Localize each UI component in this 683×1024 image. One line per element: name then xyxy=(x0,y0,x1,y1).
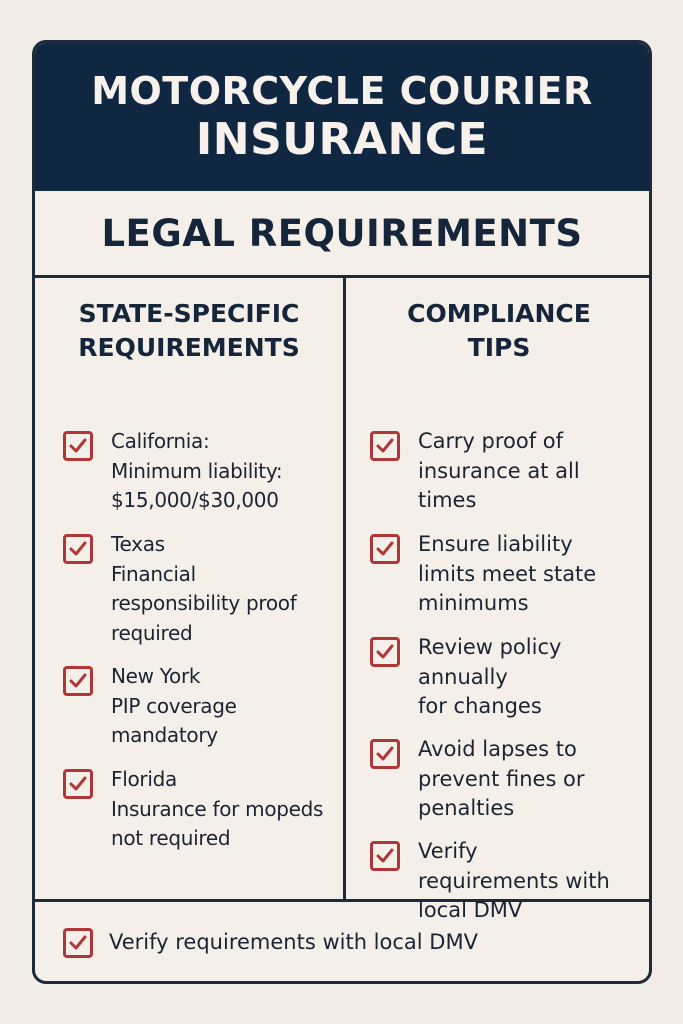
tip-item xyxy=(370,530,652,619)
checkbox-checked-icon xyxy=(63,666,93,696)
checkbox-checked-icon xyxy=(370,739,400,769)
compliance-tips-column xyxy=(346,277,652,922)
tip-text: Review policy annually for changes xyxy=(418,635,562,718)
tip-item xyxy=(370,633,652,722)
tip-text: Verify requirements with local DMV xyxy=(418,839,610,922)
requirement-item-texas xyxy=(63,530,345,648)
tip-text: Avoid lapses to prevent fines or penalties xyxy=(418,737,585,820)
requirement-text: New York PIP coverage mandatory xyxy=(111,664,237,747)
requirement-item-california xyxy=(63,427,345,516)
header-title-line2: INSURANCE xyxy=(195,114,489,165)
header-title-line1: MOTORCYCLE COURIER xyxy=(91,69,593,113)
section-title: LEGAL REQUIREMENTS xyxy=(101,211,583,255)
checkbox-checked-icon xyxy=(63,928,93,958)
checkbox-checked-icon xyxy=(63,431,93,461)
checkbox-checked-icon xyxy=(63,534,93,564)
state-requirements-column xyxy=(35,277,343,899)
checkbox-checked-icon xyxy=(370,534,400,564)
section-title-row xyxy=(35,191,649,278)
state-requirements-title: STATE-SPECIFIC REQUIREMENTS xyxy=(78,299,300,362)
requirement-item-florida xyxy=(63,765,345,854)
columns-container xyxy=(35,277,649,922)
requirement-text: Texas Financial responsibility proof required xyxy=(111,532,297,645)
requirement-item-new-york xyxy=(63,662,345,751)
footer-text: Verify requirements with local DMV xyxy=(109,930,478,955)
requirement-text: Florida Insurance for mopeds not required xyxy=(111,767,324,850)
checkbox-checked-icon xyxy=(63,769,93,799)
tip-text: Ensure liability limits meet state minimums xyxy=(418,532,597,615)
insurance-card xyxy=(32,40,652,984)
checkbox-checked-icon xyxy=(370,431,400,461)
checkbox-checked-icon xyxy=(370,637,400,667)
footer-row xyxy=(35,902,649,984)
compliance-tips-title: COMPLIANCE TIPS xyxy=(407,299,591,362)
requirement-text: California: Minimum liability: $15,000/$30,000 xyxy=(111,429,283,512)
tip-item xyxy=(370,735,652,824)
checkbox-checked-icon xyxy=(370,841,400,871)
header-banner xyxy=(35,43,649,191)
tip-text: Carry proof of insurance at all times xyxy=(418,429,580,512)
tip-item xyxy=(370,427,652,516)
